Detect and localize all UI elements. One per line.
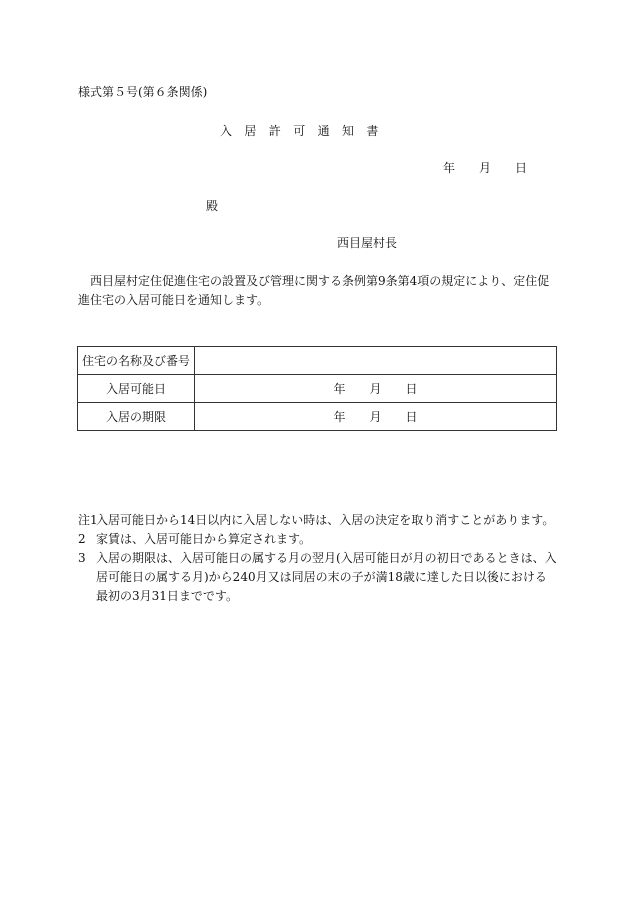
table-value-move-in-deadline: 年 月 日 (195, 403, 557, 431)
table-label-move-in-date: 入居可能日 (78, 375, 195, 403)
note-number: 注1 (78, 513, 98, 527)
note-text: 入居可能日から14日以内に入居しない時は、入居の決定を取り消すことがあります。 (96, 513, 555, 527)
table-value-move-in-date: 年 月 日 (195, 375, 557, 403)
note-number: 2 (78, 532, 86, 546)
addressee: 殿 (206, 199, 219, 213)
issue-date: 年 月 日 (443, 161, 528, 175)
table-row (78, 403, 557, 431)
note-item (78, 511, 558, 530)
notice-body-text: 西目屋村定住促進住宅の設置及び管理に関する条例第9条第4項の規定により、定住促進住宅の入居可能日を通知します。 (78, 274, 550, 307)
form-number: 様式第５号(第６条関係) (78, 85, 208, 99)
sender-name: 西目屋村長 (337, 236, 398, 250)
note-item (78, 530, 558, 549)
note-number: 3 (78, 551, 86, 565)
notes-section (78, 511, 558, 606)
housing-info-table (77, 346, 557, 431)
table-row (78, 375, 557, 403)
note-item (78, 549, 558, 606)
table-row (78, 347, 557, 375)
table-label-housing-name: 住宅の名称及び番号 (78, 347, 195, 375)
document-title: 入 居 許 可 通 知 書 (220, 124, 379, 138)
note-text: 家賃は、入居可能日から算定されます。 (96, 532, 312, 546)
note-text: 入居の期限は、入居可能日の属する月の翌月(入居可能日が月の初日であるときは、入居可能日の属する月)から240月又は同居の末の子が満18歳に達した日以後における最初の3月31日までです。 (96, 551, 557, 603)
table-value-housing-name (195, 347, 557, 375)
table-label-move-in-deadline: 入居の期限 (78, 403, 195, 431)
